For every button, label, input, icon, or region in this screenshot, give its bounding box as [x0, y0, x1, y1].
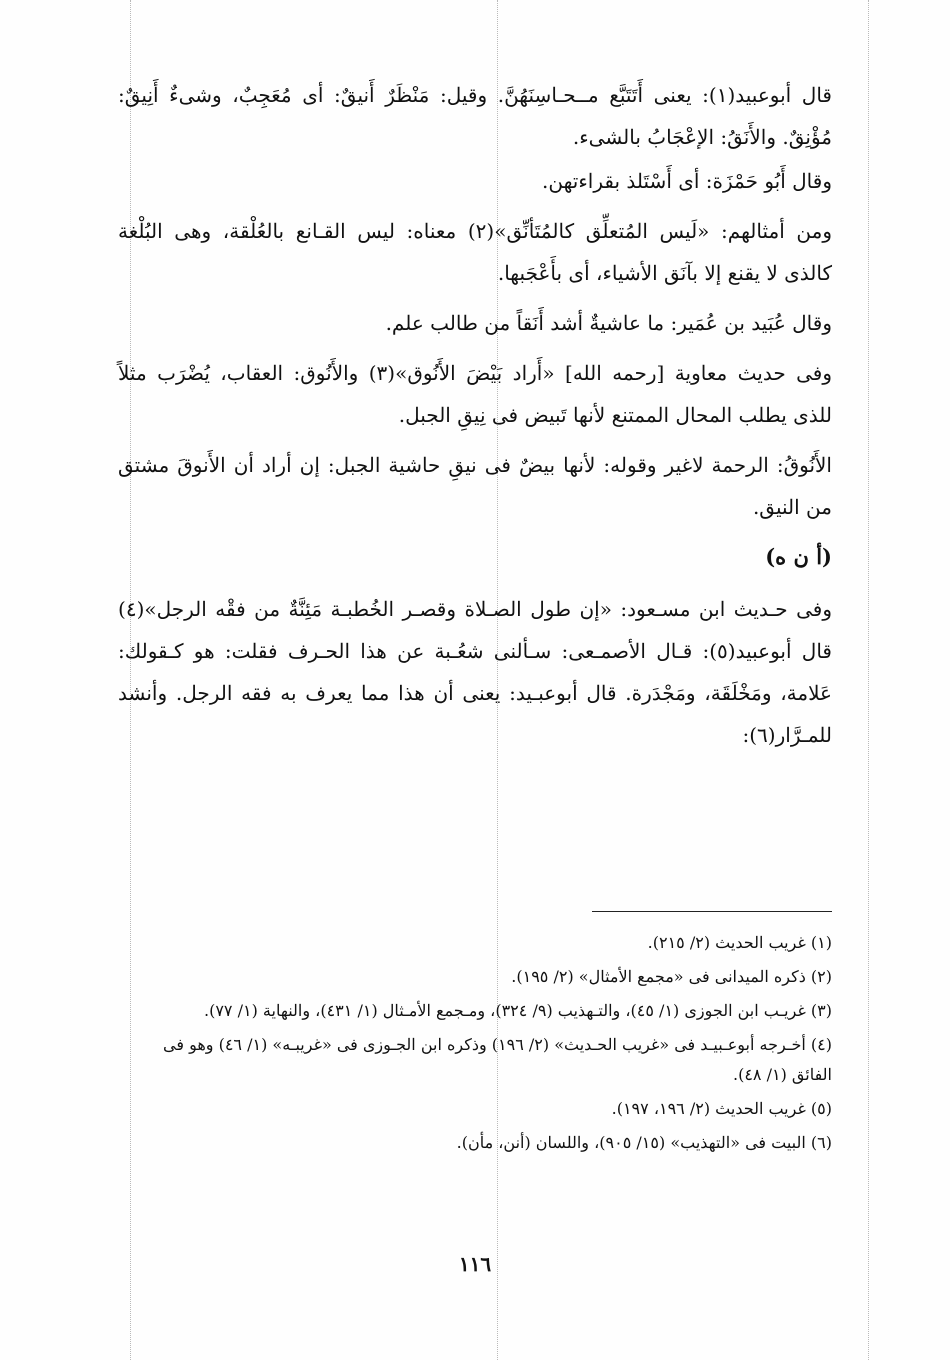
paragraph-7: وفى حـديث ابن مسـعود: «إن طول الصـلاة وقصـر الخُطبـة مَئِنَّةٌ من فقْه الرجل»(٤) قال أبوعبيد(٥): قـال الأصمـعى: سـألنى شعُـبة عن هذا الحـرف فقلت: هو كـقولك: عَلامة، ومَخْلَقَة، ومَجْدَرة. قال أبوعبـيد: يعنى أن هذا مما يعرف به فقه الرجل. وأنشد للمـرَّار(٦): — [118, 597, 832, 747]
footnote-4: (٤) أخـرجه أبوعـبيـد فى «غريب الحـديث» (٢/ ١٩٦) وذكره ابن الجـوزى فى «غريبـه» (١/ ٤٦) وهو فى الفائق (١/ ٤٨). — [163, 1035, 832, 1084]
dotted-guide-line — [868, 0, 869, 1360]
paragraph-6: الأَنُوقُ: الرحمة لاغير وقوله: لأنها بيضٌ فى نيقِ حاشية الجبل: إن أراد أن الأَنوقَ مشتق من النيق. — [118, 453, 832, 519]
footnote-5: (٥) غريب الحديث (٢/ ١٩٦، ١٩٧). — [611, 1099, 832, 1118]
footnote-3: (٣) غريـب ابن الجوزى (١/ ٤٥)، والتـهذيب (٩/ ٣٢٤)، ومـجمع الأمـثال (١/ ٤٣١)، والنهاية (١/ ٧٧). — [204, 1001, 832, 1020]
paragraph-4: وقال عُبَيد بن عُمَير: ما عاشيةٌ أشد أَنَقاً من طالب علم. — [385, 311, 832, 335]
paragraph-3: ومن أمثالهم: «لَيس المُتعلِّق كالمُتَأنِّق»(٢) معناه: ليس القـانع بالعُلْقة، وهى البُلْغة كالذى لا يقنع إلا بآنَق الأشياء، أى بأَعْجَبها. — [118, 219, 833, 285]
main-text — [118, 74, 832, 764]
footnotes — [118, 928, 832, 1162]
section-heading: (أ ن ه) — [765, 544, 832, 569]
paragraph-2: وقال أَبُو حَمْزَة: أى أَسْتَلذ بقراءتهن. — [542, 169, 832, 193]
page-number: ١١٦ — [458, 1252, 492, 1276]
paragraph-1: قال أبوعبيد(١): يعنى أَتَتَبَّع مــحـاسِنَهُنَّ. وقيل: مَنْظَرٌ أَنيقٌ: أى مُعَجِبٌ، وشىءٌ أَنِيقٌ: مُؤْنِقٌ. والأَنَقُ: الإعْجَابُ بالشىء. — [118, 83, 832, 149]
footnote-2: (٢) ذكره الميدانى فى «مجمع الأمثال» (٢/ ١٩٥). — [511, 967, 832, 986]
footnote-6: (٦) البيت فى «التهذيب» (١٥/ ٩٠٥)، واللسان (أنن، مأن). — [456, 1133, 832, 1152]
footnote-1: (١) غريب الحديث (٢/ ٢١٥). — [647, 933, 832, 952]
footnote-separator — [592, 911, 832, 912]
paragraph-5: وفى حديث معاوية [رحمه الله] «أَراد بَيْضَ الأَنُوق»(٣) والأَنُوق: العقاب، يُضْرَب مثلاً للذى يطلب المحال الممتنع لأنها تَبيض فى نِيقِ الجبل. — [118, 361, 832, 427]
